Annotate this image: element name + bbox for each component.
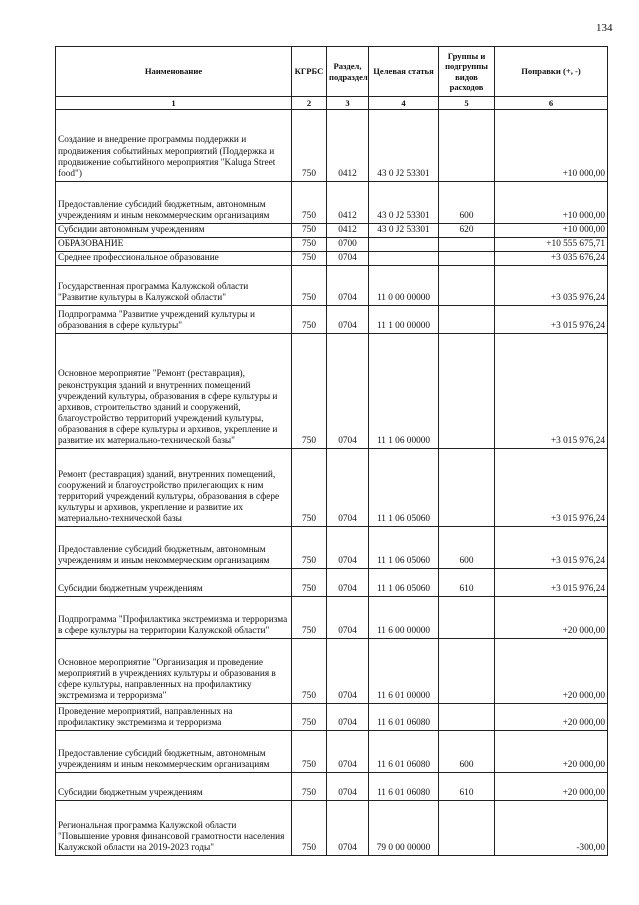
table-header-row [56, 47, 608, 97]
row-section: 0412 [327, 182, 369, 224]
row-value: +3 015 976,24 [495, 527, 608, 569]
row-name: Среднее профессиональное образование [56, 252, 292, 266]
row-kgrbs: 750 [292, 224, 327, 238]
row-group [439, 252, 495, 266]
row-target [369, 238, 439, 252]
row-kgrbs: 750 [292, 252, 327, 266]
row-name: Ремонт (реставрация) зданий, внутренних помещений, сооружений и благоустройство прилегающих к ним территорий учреждений культуры, образования в сфере культуры и архивов, укрепление и развитие их материально-технической базы [56, 449, 292, 527]
row-section: 0704 [327, 704, 369, 731]
row-group [439, 704, 495, 731]
row-target: 11 1 06 00000 [369, 334, 439, 449]
row-group [439, 238, 495, 252]
row-group: 600 [439, 731, 495, 773]
row-value: +10 555 675,71 [495, 238, 608, 252]
table-row [56, 569, 608, 597]
header-amendments: Поправки (+, -) [495, 47, 608, 97]
row-value: +20 000,00 [495, 773, 608, 801]
row-group: 620 [439, 224, 495, 238]
row-name: Субсидии автономным учреждениям [56, 224, 292, 238]
row-target: 11 1 06 05060 [369, 527, 439, 569]
row-target: 11 6 01 00000 [369, 639, 439, 704]
row-section: 0704 [327, 773, 369, 801]
row-name: Предоставление субсидий бюджетным, автономным учреждениям и иным некоммерческим организациям [56, 527, 292, 569]
row-target: 11 6 01 06080 [369, 704, 439, 731]
row-kgrbs: 750 [292, 182, 327, 224]
row-value: +3 015 976,24 [495, 334, 608, 449]
row-kgrbs: 750 [292, 801, 327, 856]
row-group [439, 266, 495, 306]
row-name: Основное мероприятие "Ремонт (реставрация), реконструкция зданий и внутренних помещений учреждений культуры, образования в сфере культуры и архивов, строительство зданий и сооружений, благоустройство территорий учреждений культуры, образования в сфере культуры и архивов, укрепление и развитие их материально-технической базы" [56, 334, 292, 449]
header-target: Целевая статья [369, 47, 439, 97]
row-target: 43 0 J2 53301 [369, 182, 439, 224]
row-section: 0700 [327, 238, 369, 252]
row-target: 11 0 00 00000 [369, 266, 439, 306]
row-target: 79 0 00 00000 [369, 801, 439, 856]
row-target: 11 1 00 00000 [369, 306, 439, 334]
row-kgrbs: 750 [292, 238, 327, 252]
row-value: +20 000,00 [495, 731, 608, 773]
row-name: Создание и внедрение программы поддержки и продвижения событийных мероприятий (Поддержка и продвижение событийного мероприятия "Kaluga Street food") [56, 110, 292, 182]
row-value: +10 000,00 [495, 224, 608, 238]
row-value: +20 000,00 [495, 639, 608, 704]
row-name: ОБРАЗОВАНИЕ [56, 238, 292, 252]
row-target: 11 1 06 05060 [369, 569, 439, 597]
table-row [56, 449, 608, 527]
row-value: +3 015 976,24 [495, 449, 608, 527]
row-kgrbs: 750 [292, 527, 327, 569]
row-section: 0704 [327, 731, 369, 773]
table-row [56, 639, 608, 704]
column-number: 3 [327, 97, 369, 110]
row-group: 600 [439, 527, 495, 569]
row-name: Подпрограмма "Развитие учреждений культуры и образования в сфере культуры" [56, 306, 292, 334]
row-kgrbs: 750 [292, 110, 327, 182]
row-group [439, 801, 495, 856]
row-name: Предоставление субсидий бюджетным, автономным учреждениям и иным некоммерческим организациям [56, 182, 292, 224]
table-row [56, 182, 608, 224]
header-kgrbs: КГРБС [292, 47, 327, 97]
row-value: +3 015 976,24 [495, 569, 608, 597]
row-name: Государственная программа Калужской области "Развитие культуры в Калужской области" [56, 266, 292, 306]
budget-table [55, 46, 608, 856]
row-section: 0704 [327, 801, 369, 856]
row-kgrbs: 750 [292, 731, 327, 773]
page-number: 134 [596, 22, 613, 34]
row-section: 0704 [327, 569, 369, 597]
table-row [56, 527, 608, 569]
row-kgrbs: 750 [292, 773, 327, 801]
row-group [439, 597, 495, 639]
row-target: 11 1 06 05060 [369, 449, 439, 527]
table-row [56, 306, 608, 334]
table-row [56, 704, 608, 731]
row-section: 0704 [327, 266, 369, 306]
column-number: 6 [495, 97, 608, 110]
row-target: 43 0 J2 53301 [369, 110, 439, 182]
row-target: 11 6 01 06080 [369, 731, 439, 773]
row-kgrbs: 750 [292, 306, 327, 334]
table-row [56, 801, 608, 856]
row-group [439, 449, 495, 527]
row-value: +20 000,00 [495, 704, 608, 731]
row-group: 600 [439, 182, 495, 224]
row-value: +3 015 976,24 [495, 306, 608, 334]
row-name: Проведение мероприятий, направленных на профилактику экстремизма и терроризма [56, 704, 292, 731]
row-name: Основное мероприятие "Организация и проведение мероприятий в учреждениях культуры и образования в сфере культуры, направленных на профилактику экстремизма и терроризма" [56, 639, 292, 704]
row-section: 0704 [327, 527, 369, 569]
row-name: Субсидии бюджетным учреждениям [56, 569, 292, 597]
table-row [56, 252, 608, 266]
row-value: +20 000,00 [495, 597, 608, 639]
row-value: +10 000,00 [495, 182, 608, 224]
row-group [439, 639, 495, 704]
row-name: Региональная программа Калужской области "Повышение уровня финансовой грамотности населения Калужской области на 2019-2023 годы" [56, 801, 292, 856]
table-row [56, 597, 608, 639]
row-kgrbs: 750 [292, 704, 327, 731]
table-row [56, 110, 608, 182]
row-section: 0412 [327, 110, 369, 182]
header-groups: Группы и подгруппы видов расходов [439, 47, 495, 97]
table-row [56, 731, 608, 773]
column-number: 5 [439, 97, 495, 110]
row-section: 0704 [327, 639, 369, 704]
row-target: 11 6 00 00000 [369, 597, 439, 639]
row-section: 0704 [327, 597, 369, 639]
row-group [439, 110, 495, 182]
row-group: 610 [439, 569, 495, 597]
row-group [439, 306, 495, 334]
row-target: 11 6 01 06080 [369, 773, 439, 801]
header-name: Наименование [56, 47, 292, 97]
row-value: +10 000,00 [495, 110, 608, 182]
header-section: Раздел, подраздел [327, 47, 369, 97]
table-row [56, 238, 608, 252]
column-number: 4 [369, 97, 439, 110]
row-kgrbs: 750 [292, 334, 327, 449]
table-row [56, 224, 608, 238]
row-section: 0412 [327, 224, 369, 238]
row-kgrbs: 750 [292, 569, 327, 597]
row-name: Предоставление субсидий бюджетным, автономным учреждениям и иным некоммерческим организациям [56, 731, 292, 773]
row-name: Подпрограмма "Профилактика экстремизма и терроризма в сфере культуры на территории Калужской области" [56, 597, 292, 639]
row-kgrbs: 750 [292, 597, 327, 639]
row-value: +3 035 976,24 [495, 266, 608, 306]
row-group: 610 [439, 773, 495, 801]
row-section: 0704 [327, 449, 369, 527]
column-number-row [56, 97, 608, 110]
column-number: 1 [56, 97, 292, 110]
row-section: 0704 [327, 306, 369, 334]
table-row [56, 773, 608, 801]
row-kgrbs: 750 [292, 639, 327, 704]
row-value: +3 035 676,24 [495, 252, 608, 266]
row-value: -300,00 [495, 801, 608, 856]
row-target: 43 0 J2 53301 [369, 224, 439, 238]
table-row [56, 334, 608, 449]
row-section: 0704 [327, 252, 369, 266]
row-kgrbs: 750 [292, 449, 327, 527]
table-row [56, 266, 608, 306]
row-kgrbs: 750 [292, 266, 327, 306]
row-group [439, 334, 495, 449]
row-name: Субсидии бюджетным учреждениям [56, 773, 292, 801]
row-section: 0704 [327, 334, 369, 449]
column-number: 2 [292, 97, 327, 110]
row-target [369, 252, 439, 266]
